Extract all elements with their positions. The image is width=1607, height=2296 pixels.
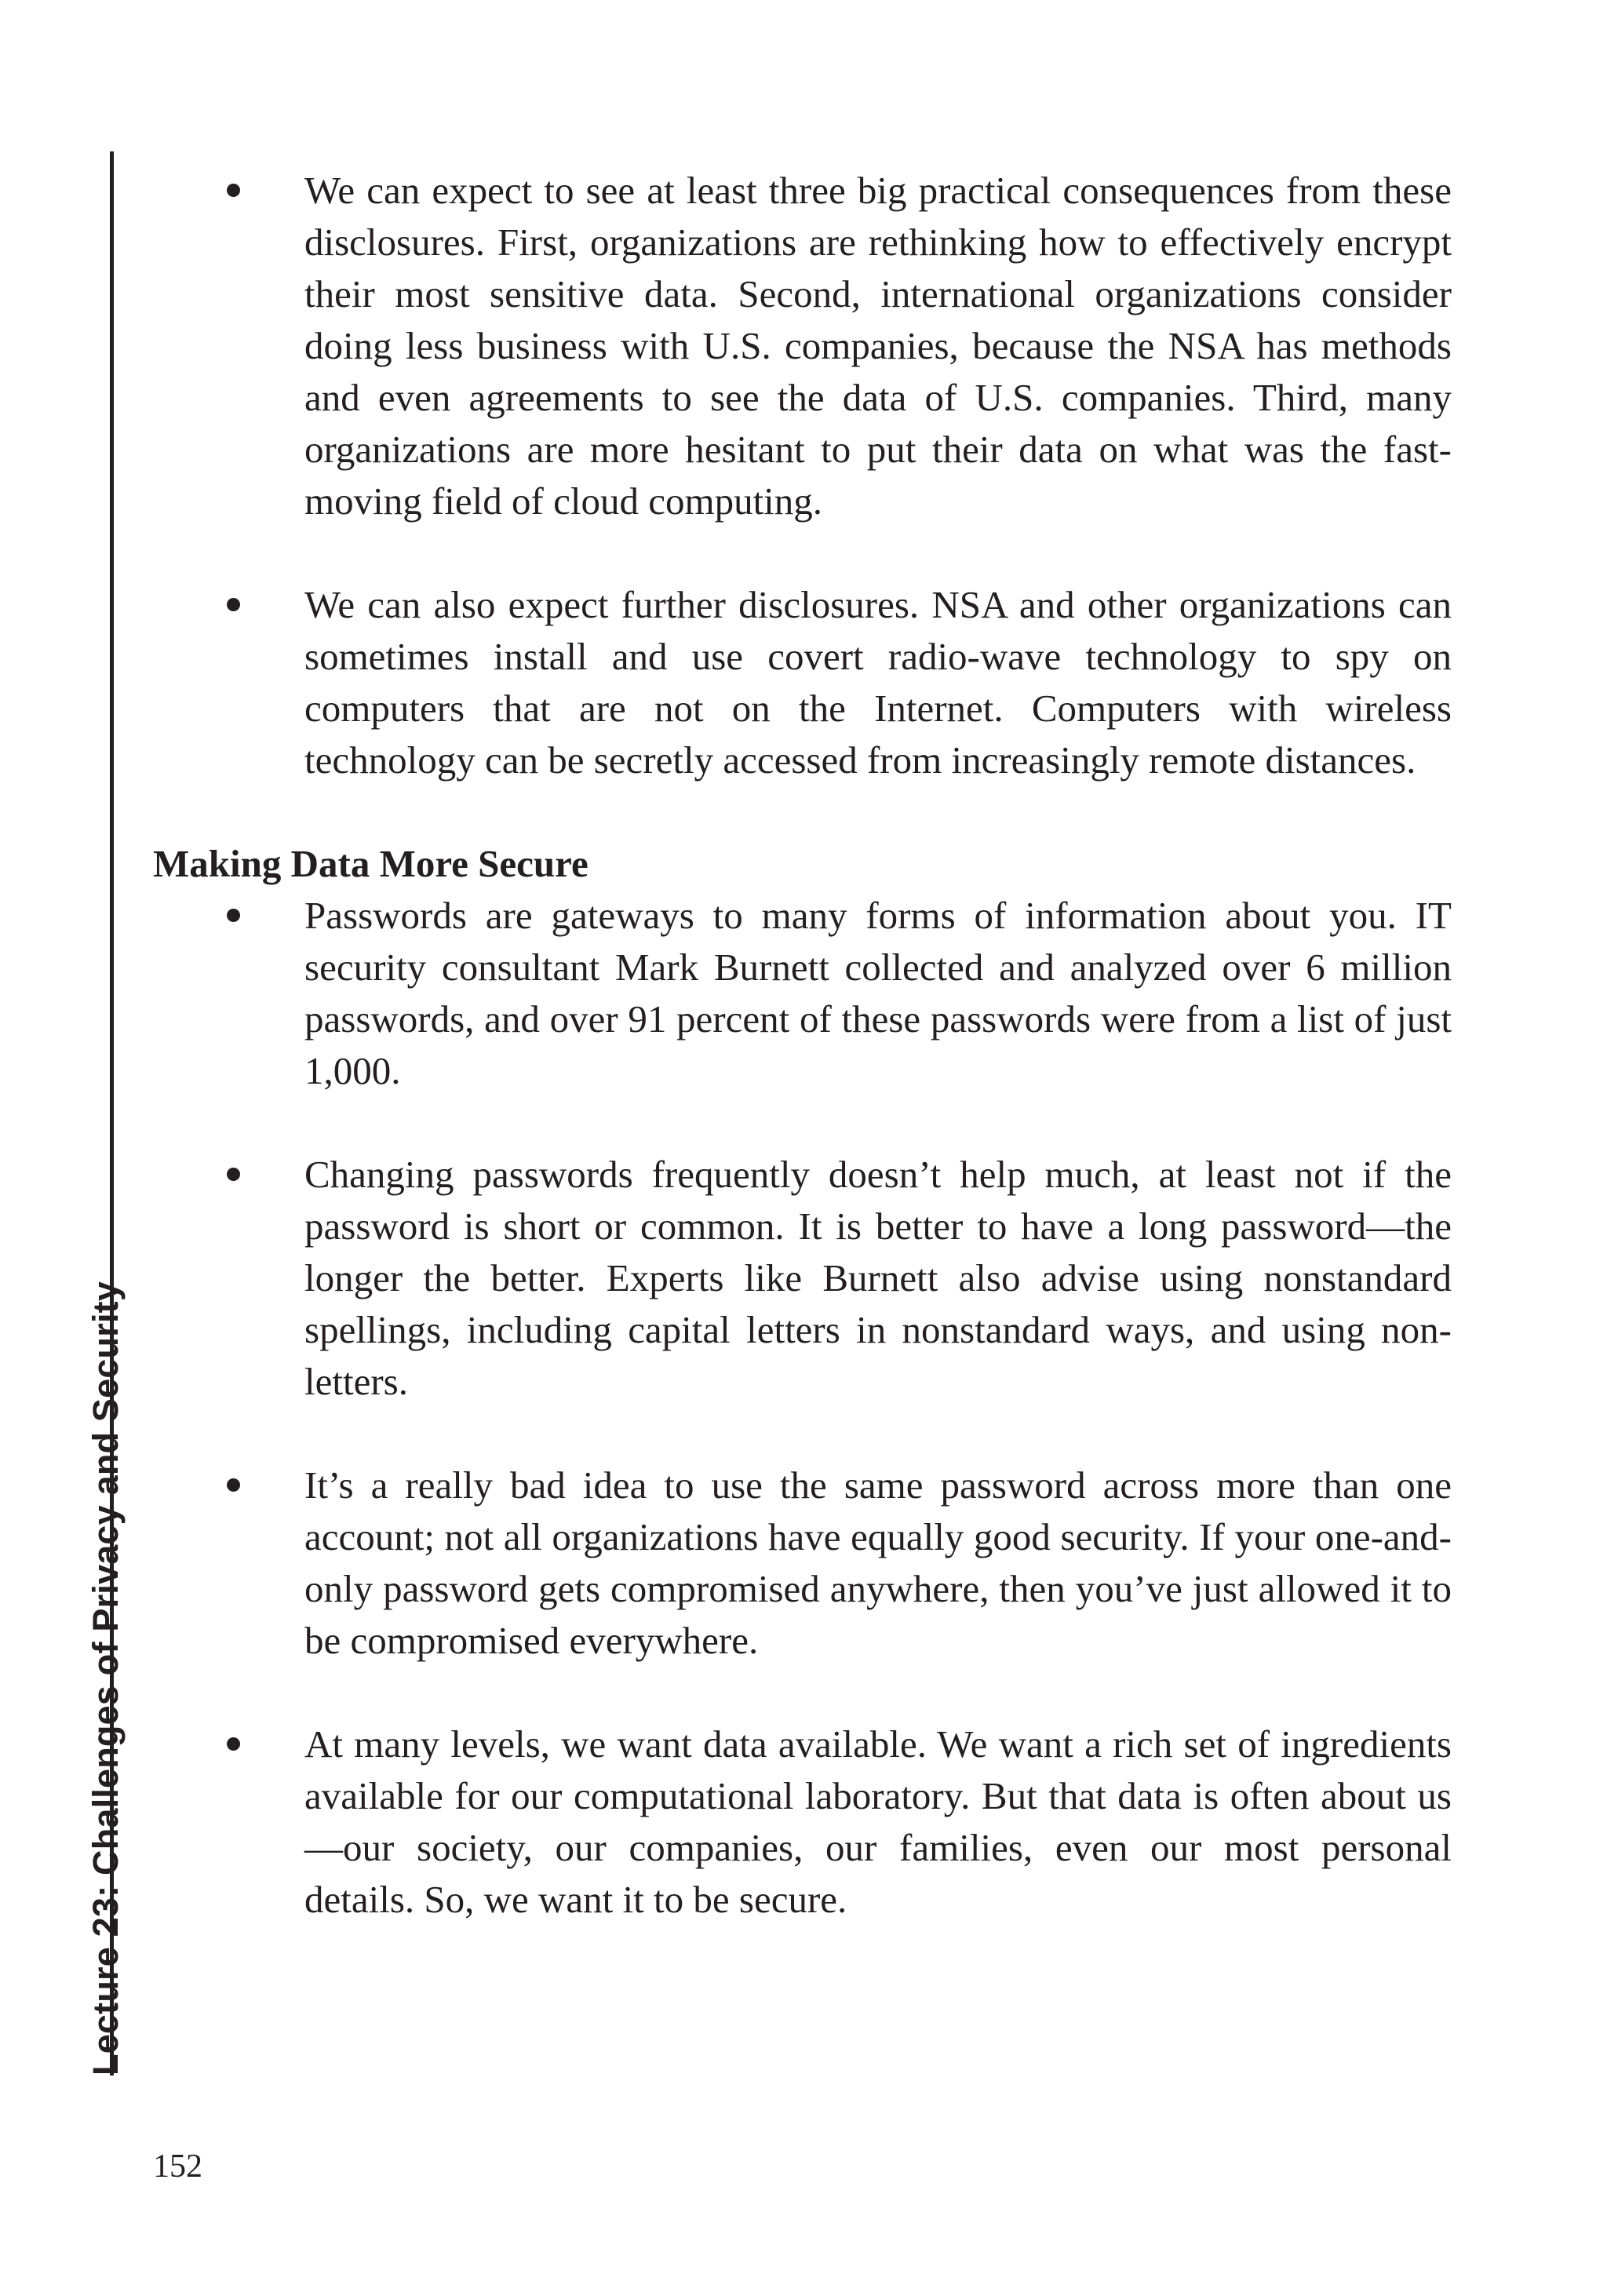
bullet-text: We can expect to see at least three big practical consequences from these disclosures. First, organizations are rethinking how to effectively encrypt their most sensitive data. Second, international organizations consider doing less business with U.S. companies, because the NSA has methods and even agreements to see the data of U.S. companies. Third, many organizations are more hesitant to put their data on what was the fast-moving field of cloud computing. xyxy=(304,169,1452,523)
list-item xyxy=(153,890,1452,1097)
bullet-text: We can also expect further disclosures. NSA and other organizations can sometimes install and use covert radio-wave technology to spy on computers that are not on the Internet. Computers with wireless technology can be secretly accessed from increasingly remote distances. xyxy=(304,583,1452,782)
bullet-text: It’s a really bad idea to use the same password across more than one account; not all organizations have equally good security. If your one-and-only password gets compromised anywhere, then you’ve just allowed it to be compromised everywhere. xyxy=(304,1463,1452,1662)
page-number: 152 xyxy=(153,2148,202,2185)
bullet-icon xyxy=(227,909,240,922)
page-content xyxy=(153,165,1452,1926)
intro-bullet-list xyxy=(153,165,1452,786)
bullet-icon xyxy=(227,1737,240,1751)
section-heading: Making Data More Secure xyxy=(153,842,589,885)
bullet-text: At many levels, we want data available. We want a rich set of ingredients available for our computational laboratory. But that data is often about us—our society, our companies, our families, even our most personal details. So, we want it to be secure. xyxy=(304,1722,1452,1921)
bullet-text: Changing passwords frequently doesn’t help much, at least not if the password is short or common. It is better to have a long password—the longer the better. Experts like Burnett also advise using nonstandard spellings, including capital letters in nonstandard ways, and using non-letters. xyxy=(304,1153,1452,1403)
list-item xyxy=(153,579,1452,786)
list-item xyxy=(153,1460,1452,1667)
side-running-header: Lecture 23: Challenges of Privacy and Security xyxy=(86,1281,126,2076)
bullet-icon xyxy=(227,1478,240,1492)
bullet-icon xyxy=(227,1168,240,1181)
bullet-text: Passwords are gateways to many forms of information about you. IT security consultant Mark Burnett collected and analyzed over 6 million passwords, and over 91 percent of these passwords were from a list of just 1,000. xyxy=(304,894,1452,1092)
bullet-icon xyxy=(227,184,240,197)
list-item xyxy=(153,165,1452,527)
section-bullet-list xyxy=(153,890,1452,1926)
list-item xyxy=(153,1718,1452,1926)
list-item xyxy=(153,1149,1452,1408)
bullet-icon xyxy=(227,598,240,611)
